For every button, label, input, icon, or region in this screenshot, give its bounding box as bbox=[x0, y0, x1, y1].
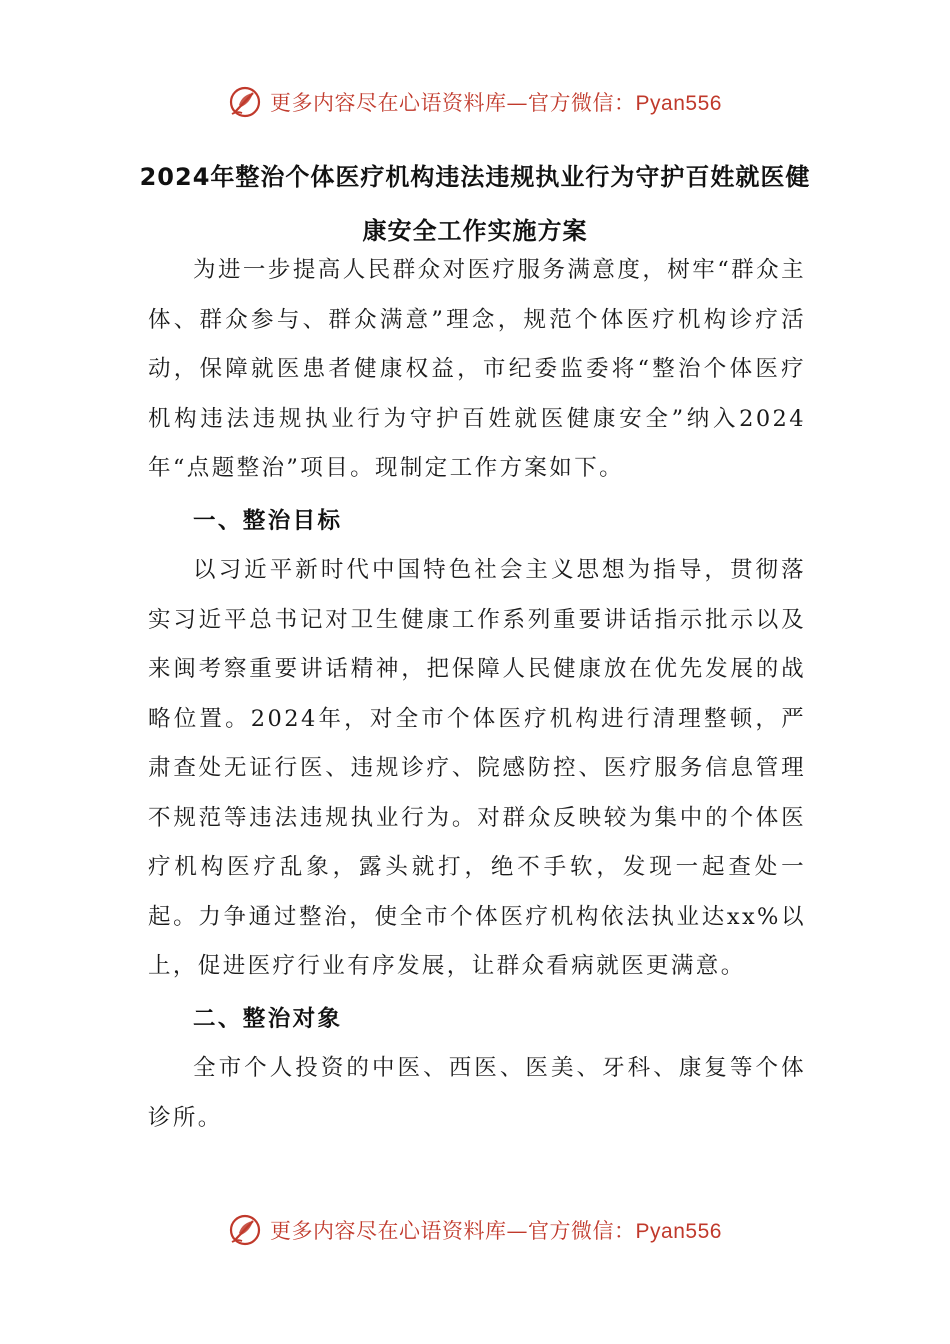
wechat-id: Pyan556 bbox=[635, 92, 722, 115]
document-title: 2024年整治个体医疗机构违法违规执业行为守护百姓就医健康安全工作实施方案 bbox=[139, 163, 811, 245]
section-2-paragraph: 全市个人投资的中医、西医、医美、牙科、康复等个体诊所。 bbox=[148, 1055, 806, 1131]
footer-banner bbox=[0, 1210, 950, 1250]
wechat-id: Pyan556 bbox=[635, 1220, 722, 1243]
feather-pen-logo-icon bbox=[228, 1213, 262, 1247]
intro-paragraph: 为进一步提高人民群众对医疗服务满意度，树牢“群众主体、群众参与、群众满意”理念，规范个体医疗机构诊疗活动，保障就医患者健康权益，市纪委监委将“整治个体医疗机构违法违规执业行为守护百姓就医健康安全”纳入2024年“点题整治”项目。现制定工作方案如下。 bbox=[148, 257, 806, 481]
section-1-heading: 一、整治目标 bbox=[193, 507, 343, 534]
feather-pen-logo-icon bbox=[228, 85, 262, 119]
section-2-heading: 二、整治对象 bbox=[193, 1005, 343, 1032]
header-banner bbox=[0, 82, 950, 122]
header-banner-text: 更多内容尽在心语资料库—官方微信：Pyan556 bbox=[270, 91, 722, 115]
footer-banner-text: 更多内容尽在心语资料库—官方微信：Pyan556 bbox=[270, 1219, 722, 1243]
document-body bbox=[148, 246, 806, 1143]
section-1-paragraph: 以习近平新时代中国特色社会主义思想为指导，贯彻落实习近平总书记对卫生健康工作系列重要讲话指示批示以及来闽考察重要讲话精神，把保障人民健康放在优先发展的战略位置。2024年，对全市个体医疗机构进行清理整顿，严肃查处无证行医、违规诊疗、院感防控、医疗服务信息管理不规范等违法违规执业行为。对群众反映较为集中的个体医疗机构医疗乱象，露头就打，绝不手软，发现一起查处一起。力争通过整治，使全市个体医疗机构依法执业达xx%以上，促进医疗行业有序发展，让群众看病就医更满意。 bbox=[148, 557, 806, 979]
